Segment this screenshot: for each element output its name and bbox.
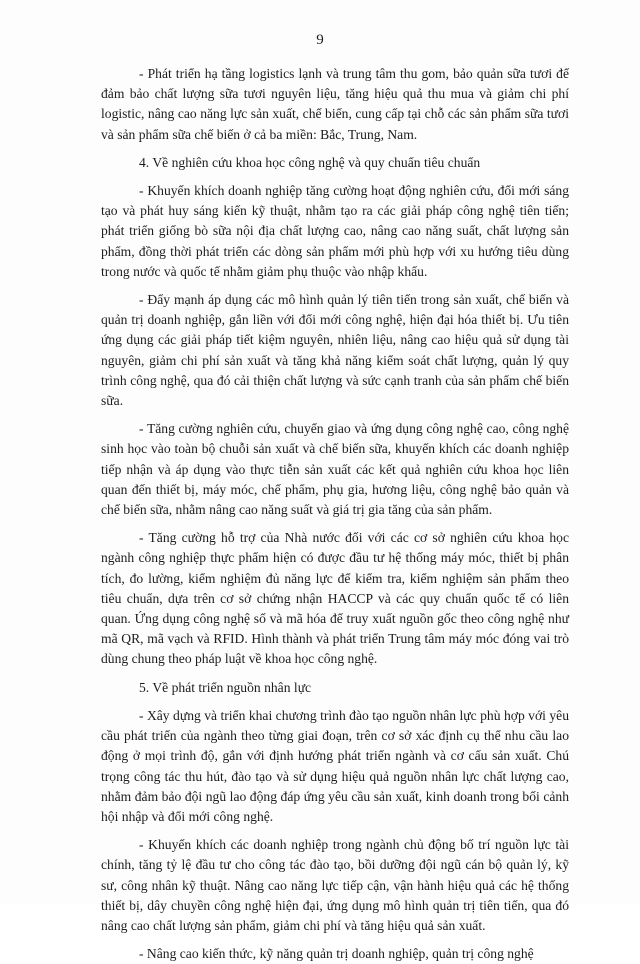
page-number: 9 [316, 32, 324, 48]
paragraph-cold-logistics: - Phát triển hạ tầng logistics lạnh và trung tâm thu gom, bảo quản sữa tươi để đảm bảo chất lượng sữa tươi nguyên liệu, tăng hiệu quả thu mua và giảm chi phí logistic, nâng cao năng lực sản xuất, chế biến, cung cấp tại chỗ các sản phẩm sữa tươi và sản phẩm sữa chế biến ở cả ba miền: Bắc, Trung, Nam. [101, 66, 569, 142]
paragraph-high-technology: - Tăng cường nghiên cứu, chuyển giao và ứng dụng công nghệ cao, công nghệ sinh học vào toàn bộ chuỗi sản xuất và chế biến sữa, khuyến khích các doanh nghiệp tiếp nhận và áp dụng vào thực tiễn sản xuất các kết quả nghiên cứu khoa học liên quan đến thiết bị, máy móc, chế phẩm, phụ gia, hương liệu, công nghệ bảo quản và chế biến sữa, nhằm nâng cao năng suất và giá trị gia tăng của sản phẩm. [101, 421, 569, 518]
document-body [101, 64, 569, 964]
paragraph-training-program: - Xây dựng và triển khai chương trình đào tạo nguồn nhân lực phù hợp với yêu cầu phát triển của ngành theo từng giai đoạn, trên cơ sở xác định cụ thể nhu cầu lao động ở mọi trình độ, gắn với định hướng phát triển ngành và cơ cấu sản xuất. Chú trọng công tác thu hút, đào tạo và sử dụng hiệu quả nguồn nhân lực chất lượng cao, nhằm đảm bảo đội ngũ lao động đáp ứng yêu cầu sản xuất, kinh doanh trong bối cảnh hội nhập và đổi mới công nghệ. [101, 707, 569, 824]
paragraph-enterprise-investment: - Khuyến khích các doanh nghiệp trong ngành chủ động bố trí nguồn lực tài chính, tăng tỷ lệ đầu tư cho công tác đào tạo, bồi dưỡng đội ngũ cán bộ quản lý, kỹ sư, công nhân kỹ thuật. Nâng cao năng lực tiếp cận, vận hành hiệu quả các hệ thống thiết bị, dây chuyền công nghệ hiện đại, ứng dụng mô hình quản trị tiên tiến, qua đó nâng cao chất lượng sản phẩm, giảm chi phí và tăng hiệu quả sản xuất. [101, 837, 569, 933]
section-heading-science-technology: 4. Về nghiên cứu khoa học công nghệ và quy chuẩn tiêu chuẩn [139, 154, 481, 170]
paragraph-management-models: - Đẩy mạnh áp dụng các mô hình quản lý tiên tiến trong sản xuất, chế biến và quản trị doanh nghiệp, gắn liền với đổi mới công nghệ, hiện đại hóa thiết bị. Ưu tiên ứng dụng các giải pháp tiết kiệm nguyên, nhiên liệu, nâng cao hiệu quả sử dụng tài nguyên, giảm chi phí sản xuất và tăng khả năng kiểm soát chất lượng, quản lý quy trình công nghệ, qua đó cải thiện chất lượng và sức cạnh tranh của sản phẩm chế biến sữa. [101, 292, 569, 409]
paragraph-innovation: - Khuyến khích doanh nghiệp tăng cường hoạt động nghiên cứu, đổi mới sáng tạo và phát huy sáng kiến kỹ thuật, nhằm tạo ra các giải pháp công nghệ tiên tiến; phát triển giống bò sữa nội địa chất lượng cao, nâng cao năng suất, chất lượng sản phẩm, đồng thời phát triển các dòng sản phẩm mới phù hợp với xu hướng tiêu dùng trong nước và quốc tế nhằm giảm phụ thuộc vào nhập khẩu. [101, 183, 569, 279]
paragraph-management-skills: - Nâng cao kiến thức, kỹ năng quản trị doanh nghiệp, quản trị công nghệ [139, 946, 534, 962]
section-heading-human-resources: 5. Về phát triển nguồn nhân lực [139, 679, 312, 695]
paragraph-state-support: - Tăng cường hỗ trợ của Nhà nước đối với các cơ sở nghiên cứu khoa học ngành công nghiệp thực phẩm hiện có được đầu tư hệ thống máy móc, thiết bị phân tích, đo lường, kiểm nghiệm đủ năng lực để kiểm tra, kiểm nghiệm sản phẩm theo tiêu chuẩn, dựa trên cơ sở chứng nhận HACCP và các quy chuẩn quốc tế có liên quan. Ứng dụng công nghệ số và mã hóa để truy xuất nguồn gốc theo công nghệ như mã QR, mã vạch và RFID. Hình thành và phát triển Trung tâm máy móc đóng vai trò dùng chung theo pháp luật về khoa học công nghệ. [101, 530, 569, 667]
